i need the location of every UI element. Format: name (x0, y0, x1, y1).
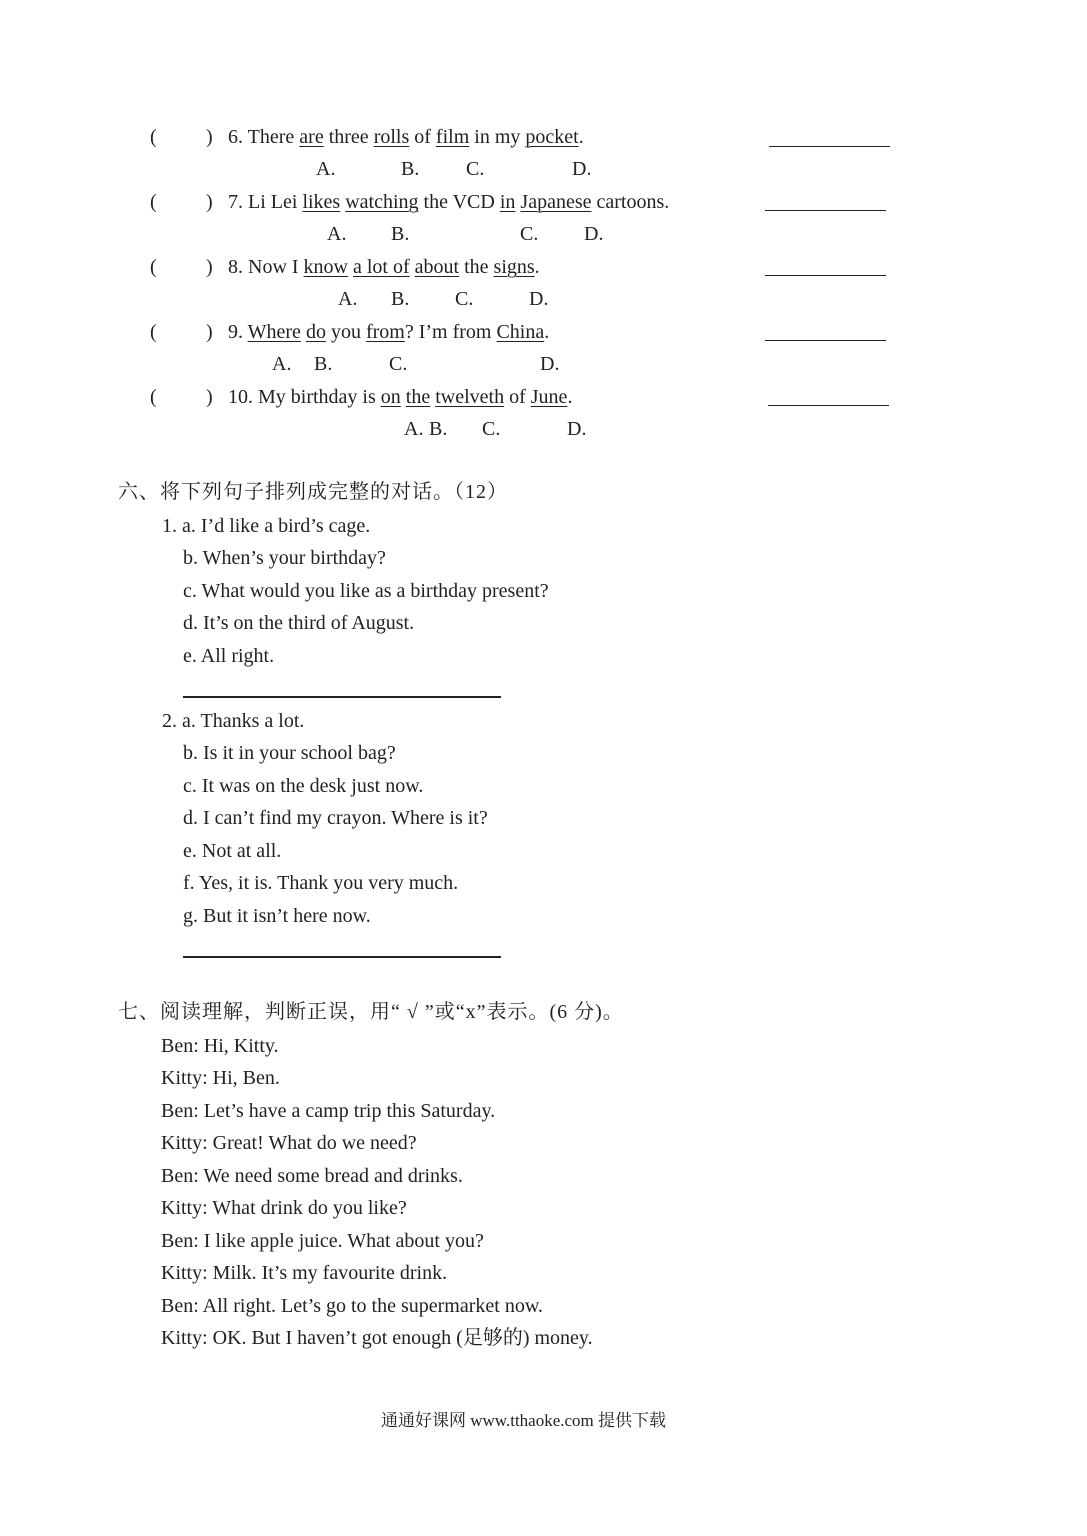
option-letter-d: D. (540, 353, 560, 375)
underlined-part-c: film (435, 126, 470, 148)
answer-blank[interactable] (765, 340, 886, 341)
section-7-title: 七、阅读理解，判断正误，用“ √ ”或“x”表示。(6 分)。 (118, 1001, 624, 1023)
option-letter-b: B. (391, 223, 410, 245)
question-text: 9. Where do you from? I’m from China. (228, 321, 550, 343)
q1-line-a: 1. a. I’d like a bird’s cage. (162, 515, 371, 537)
dialogue-line: Kitty: What drink do you like? (161, 1197, 407, 1219)
q1-answer-line[interactable] (183, 696, 501, 698)
q2-line-e: e. Not at all. (183, 840, 282, 862)
option-letter-b: B. (391, 288, 410, 310)
paren-open: ( (150, 256, 157, 278)
q2-line-c: c. It was on the desk just now. (183, 775, 424, 797)
underlined-part-b: watching (345, 191, 419, 213)
page-footer: 通通好课网 www.tthaoke.com 提供下载 (381, 1411, 667, 1430)
dialogue-line: Ben: I like apple juice. What about you? (161, 1230, 484, 1252)
option-letter-a: A. (272, 353, 292, 375)
underlined-part-a: Where (247, 321, 301, 343)
paren-close: ) (206, 126, 213, 148)
underlined-part-b: rolls (373, 126, 410, 148)
underlined-part-d: Japanese (520, 191, 592, 213)
q1-line-d: d. It’s on the third of August. (183, 612, 415, 634)
underlined-part-a: on (380, 386, 401, 408)
underlined-part-b: a lot of (353, 256, 410, 278)
paren-open: ( (150, 191, 157, 213)
paren-close: ) (206, 191, 213, 213)
option-letter-c: C. (389, 353, 408, 375)
paren-open: ( (150, 126, 157, 148)
option-letter-c: C. (520, 223, 539, 245)
answer-blank[interactable] (765, 275, 886, 276)
paren-open: ( (150, 321, 157, 343)
underlined-part-b: the (405, 386, 431, 408)
underlined-part-c: about (414, 256, 460, 278)
q2-line-a: 2. a. Thanks a lot. (162, 710, 305, 732)
underlined-part-d: June (530, 386, 568, 408)
paren-close: ) (206, 256, 213, 278)
paren-close: ) (206, 386, 213, 408)
paren-close: ) (206, 321, 213, 343)
underlined-part-a: know (303, 256, 348, 278)
underlined-part-c: from (365, 321, 405, 343)
dialogue-line: Kitty: Hi, Ben. (161, 1067, 280, 1089)
option-letter-b: B. (401, 158, 420, 180)
answer-blank[interactable] (765, 210, 886, 211)
option-letter-d: D. (529, 288, 549, 310)
underlined-part-a: likes (302, 191, 341, 213)
dialogue-line: Kitty: Milk. It’s my favourite drink. (161, 1262, 448, 1284)
dialogue-line: Kitty: Great! What do we need? (161, 1132, 417, 1154)
dialogue-line: Ben: Hi, Kitty. (161, 1035, 279, 1057)
q1-line-e: e. All right. (183, 645, 275, 667)
underlined-part-d: China (496, 321, 545, 343)
q1-line-b: b. When’s your birthday? (183, 547, 386, 569)
option-letter-a: A. (404, 418, 424, 440)
section-6-title: 六、将下列句子排列成完整的对话。（12） (118, 481, 508, 503)
q2-answer-line[interactable] (183, 956, 501, 958)
q1-line-c: c. What would you like as a birthday present? (183, 580, 549, 602)
dialogue-line: Ben: We need some bread and drinks. (161, 1165, 463, 1187)
option-letter-c: C. (482, 418, 501, 440)
option-letter-c: C. (466, 158, 485, 180)
q2-line-g: g. But it isn’t here now. (183, 905, 371, 927)
dialogue-line: Ben: All right. Let’s go to the supermarket now. (161, 1295, 543, 1317)
question-text: 7. Li Lei likes watching the VCD in Japanese cartoons. (228, 191, 670, 213)
q2-line-f: f. Yes, it is. Thank you very much. (183, 872, 459, 894)
question-text: 8. Now I know a lot of about the signs. (228, 256, 540, 278)
underlined-part-c: in (499, 191, 516, 213)
option-letter-d: D. (584, 223, 604, 245)
underlined-part-c: twelveth (435, 386, 505, 408)
option-letter-c: C. (455, 288, 474, 310)
underlined-part-b: do (305, 321, 326, 343)
option-letter-d: D. (567, 418, 587, 440)
q2-line-b: b. Is it in your school bag? (183, 742, 396, 764)
option-letter-a: A. (316, 158, 336, 180)
question-text: 6. There are three rolls of film in my pocket. (228, 126, 584, 148)
underlined-part-a: are (299, 126, 324, 148)
option-letter-a: A. (327, 223, 347, 245)
dialogue-line: Ben: Let’s have a camp trip this Saturday. (161, 1100, 496, 1122)
dialogue-line: Kitty: OK. But I haven’t got enough (足够的) money. (161, 1327, 593, 1349)
option-letter-b: B. (429, 418, 448, 440)
answer-blank[interactable] (768, 405, 889, 406)
paren-open: ( (150, 386, 157, 408)
option-letter-b: B. (314, 353, 333, 375)
option-letter-a: A. (338, 288, 358, 310)
q2-line-d: d. I can’t find my crayon. Where is it? (183, 807, 488, 829)
underlined-part-d: signs (493, 256, 535, 278)
question-text: 10. My birthday is on the twelveth of June. (228, 386, 573, 408)
answer-blank[interactable] (769, 146, 890, 147)
option-letter-d: D. (572, 158, 592, 180)
underlined-part-d: pocket (525, 126, 579, 148)
